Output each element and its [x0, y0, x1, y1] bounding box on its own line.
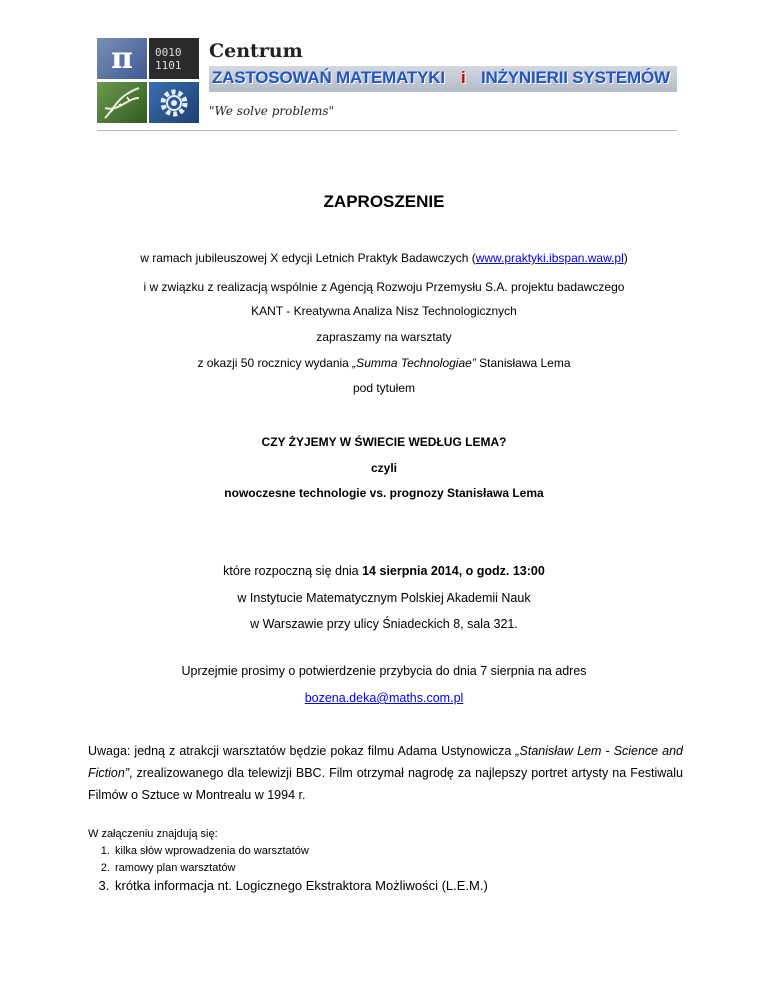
note-text: Uwaga: jedną z atrakcji warsztatów będzie pokaz filmu Adama Ustynowicza [88, 744, 516, 758]
header-text [209, 38, 677, 124]
intro-text: Stanisława Lema [475, 356, 571, 370]
header-divider [97, 130, 677, 131]
dna-icon [97, 82, 147, 123]
book-title: „Summa Technologiae” [352, 356, 476, 370]
intro-line-6: pod tytułem [352, 381, 416, 395]
venue-line-1: w Instytucie Matematycznym Polskiej Akademii Nauk [237, 591, 531, 605]
intro-line-1 [0, 251, 768, 265]
brand-banner [209, 66, 677, 92]
motto: "We solve problems" [209, 104, 335, 118]
list-item: 2. ramowy plan warsztatów [113, 860, 488, 877]
event-date-line [0, 564, 768, 578]
rsvp-line: Uprzejmie prosimy o potwierdzenie przybycia do dnia 7 sierpnia na adres [181, 664, 587, 678]
venue-line-2: w Warszawie przy ulicy Śniadeckich 8, sala 321. [250, 617, 518, 631]
intro-line-4: zapraszamy na warsztaty [316, 330, 452, 344]
pi-icon: π [97, 38, 147, 79]
attachments-list [88, 843, 488, 894]
logo [97, 38, 201, 124]
attachments [88, 826, 488, 894]
header [97, 38, 677, 124]
banner-text-2: i [461, 68, 466, 87]
workshop-title-connector: czyli [370, 461, 397, 475]
film-note [88, 740, 683, 806]
workshop-title: CZY ŻYJEMY W ŚWIECIE WEDŁUG LEMA? [261, 435, 507, 449]
email-link[interactable]: bozena.deka@maths.com.pl [304, 691, 464, 705]
document-title: ZAPROSZENIE [323, 192, 445, 211]
praktyki-link[interactable]: www.praktyki.ibspan.waw.pl [475, 251, 624, 265]
gear-icon [149, 82, 199, 123]
note-text: , zrealizowanego dla telewizji BBC. Film otrzymał nagrodę za najlepszy portret artysty na Festiwalu Filmów o Sztuce w Montrealu w 1994 r. [88, 766, 683, 802]
banner-text-1: ZASTOSOWAŃ MATEMATYKI [212, 68, 445, 87]
binary-line: 1101 [155, 59, 182, 72]
brand-centrum: Centrum [209, 40, 303, 62]
intro-text: ) [623, 251, 628, 265]
workshop-subtitle: nowoczesne technologie vs. prognozy Stanisława Lema [224, 486, 544, 500]
intro-text: z okazji 50 rocznicy wydania [197, 356, 353, 370]
intro-text: w ramach jubileuszowej X edycji Letnich Praktyk Badawczych ( [140, 251, 476, 265]
list-item: 3. krótka informacja nt. Logicznego Ekstraktora Możliwości (L.E.M.) [113, 877, 488, 894]
rsvp-email-line [0, 691, 768, 705]
intro-line-3: KANT - Kreatywna Analiza Nisz Technologicznych [251, 304, 517, 318]
binary-icon [149, 38, 199, 79]
intro-line-2: i w związku z realizacją wspólnie z Agencją Rozwoju Przemysłu S.A. projektu badawczego [143, 280, 625, 294]
banner-text-3: INŻYNIERII SYSTEMÓW [481, 68, 670, 87]
intro-line-5 [0, 356, 768, 370]
event-date: 14 sierpnia 2014, o godz. 13:00 [362, 564, 545, 578]
attachments-heading: W załączeniu znajdują się: [88, 828, 218, 840]
date-prefix: które rozpoczną się dnia [223, 564, 363, 578]
film-title: „Stanisław Lem - Science and Fiction” [88, 744, 683, 780]
binary-line: 0010 [155, 46, 182, 59]
list-item: 1. kilka słów wprowadzenia do warsztatów [113, 843, 488, 860]
